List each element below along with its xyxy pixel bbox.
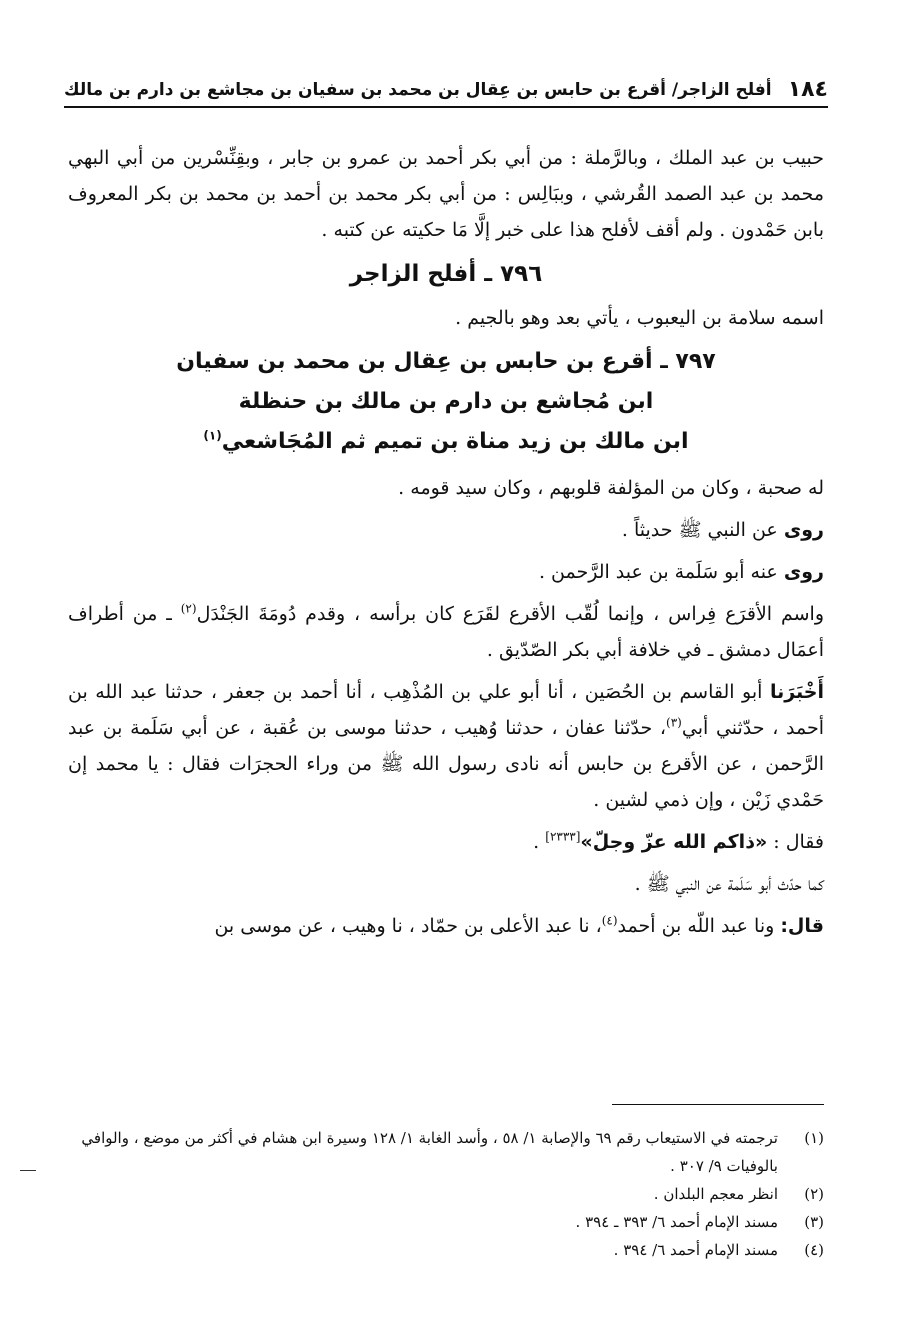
entry-797-heading-line2: ابن مُجاشع بن دارم بن مالك بن حنظلة	[238, 389, 654, 414]
footnote-ref-4: (٤)	[601, 913, 618, 928]
intro-paragraph: حبيب بن عبد الملك ، وبالرَّملة : من أبي بكر أحمد بن عمرو بن جابر ، وبقِنِّسْرين من أبي البهي محمد بن عبد الصمد القُرشي ، وببَالِس : من أبي بكر محمد بن أحمد بن محمد بن بكر المعروف بابن حَمْدون . ولم أقف لأفلح هذا على خبر إلَّا مَا حكيته عن كتبه .	[68, 147, 824, 241]
footnote-divider	[612, 1104, 824, 1105]
footnote-text: مسند الإمام أحمد ٦/ ٣٩٤ .	[613, 1241, 778, 1259]
entry-797-heading-line3	[68, 422, 824, 462]
paragraph-companionship: له صحبة ، وكان من المؤلفة قلوبهم ، وكان سيد قومه .	[398, 477, 824, 499]
paragraph-reply-quote: «ذاكم الله عزّ وجلّ»	[580, 831, 768, 853]
footnote-item	[64, 1208, 824, 1236]
lead-word-qala: قال:	[780, 915, 824, 937]
footnote-ref-3: (٣)	[666, 715, 682, 730]
lead-word-akhbarana: أَخْبَرَنا	[769, 681, 824, 703]
hadith-number: [٢٣٣٣]	[545, 829, 581, 844]
footnote-text: مسند الإمام أحمد ٦/ ٣٩٣ ـ ٣٩٤ .	[575, 1213, 778, 1231]
footnote-item	[64, 1124, 824, 1180]
paragraph-narrated-by-text: عنه أبو سَلَمة بن عبد الرَّحمن .	[538, 561, 778, 583]
entry-796-text: اسمه سلامة بن اليعبوب ، يأتي بعد وهو بالجيم .	[455, 307, 824, 329]
entry-797-heading	[68, 342, 824, 462]
paragraph-isnad-b: ، حدّثنا عفان ، حدثنا وُهيب ، حدثنا موسى بن عُقبة ، عن أبي سَلَمة بن عبد الرَّحمن ، عن الأقرع بن حابس أنه نادى رسول الله ﷺ من وراء الحجرَات فقال : يا محمد إن حَمْدي زَيْن ، وإن ذمي لشين .	[68, 717, 824, 811]
margin-mark	[20, 1170, 36, 1171]
paragraph-reply-a: فقال :	[773, 831, 824, 853]
lead-word-rawa: روى	[783, 519, 824, 541]
footnote-item	[64, 1180, 824, 1208]
paragraph-name-origin-b: ـ من أطراف أعمَال دمشق ـ في خلافة أبي بكر الصّدّيق .	[68, 603, 824, 661]
paragraph-second-isnad-a: ونا عبد اللّه بن أحمد	[617, 915, 775, 937]
paragraph-reply	[68, 824, 824, 860]
paragraph-second-isnad-b: ، نا عبد الأعلى بن حمّاد ، نا وهيب ، عن موسى بن	[214, 915, 602, 937]
paragraph-narrated-from	[68, 512, 824, 548]
running-title: أفلح الزاجر/ أقرع بن حابس بن عِقال بن محمد بن سفيان بن مجاشع بن دارم بن مالك	[64, 80, 772, 100]
entry-797-heading-line3-text: ابن مالك بن زيد مناة بن تميم ثم المُجَاشعي	[221, 429, 689, 454]
footnote-number: (٤)	[804, 1241, 824, 1259]
page-number: ١٨٤	[787, 77, 828, 102]
paragraph-isnad-a: أبو القاسم بن الحُصَين ، أنا أبو علي بن المُذْهِب ، أنا أحمد بن جعفر ، حدثنا عبد الله بن أحمد ، حدّثني أبي	[68, 681, 824, 739]
entry-797-heading-line1: ٧٩٧ ـ أقرع بن حابس بن عِقال بن محمد بن سفيان	[176, 349, 716, 374]
footnote-number: (١)	[804, 1129, 824, 1147]
footnote-number: (٢)	[804, 1185, 824, 1203]
footnote-ref-2: (٢)	[180, 601, 197, 616]
paragraph-narrated-from-text: عن النبي ﷺ حديثاً .	[621, 519, 778, 541]
footnote-number: (٣)	[804, 1213, 824, 1231]
paragraph-name-origin-a: واسم الأقرَع فِراس ، وإنما لُقّب الأقرع لقَرَع كان برأسه ، وقدم دُومَةَ الجَنْدَل	[196, 603, 824, 625]
footnote-item	[64, 1236, 824, 1264]
paragraph-reply-end: .	[533, 831, 540, 853]
paragraph-as-narrated: كما حدّث أبو سَلَمة عن النبي ﷺ .	[634, 873, 824, 895]
paragraph-narrated-by	[68, 554, 824, 590]
footnotes	[64, 1124, 824, 1264]
lead-word-rawa-2: روى	[783, 561, 824, 583]
paragraph-isnad	[68, 674, 824, 818]
running-header	[64, 60, 828, 108]
footnote-text: انظر معجم البلدان .	[653, 1185, 778, 1203]
footnote-ref-1: (١)	[203, 428, 222, 443]
main-text	[68, 140, 824, 950]
paragraph-name-origin	[68, 596, 824, 668]
paragraph-second-isnad	[68, 908, 824, 944]
footnote-text: ترجمته في الاستيعاب رقم ٦٩ والإصابة ١/ ٥٨ ، وأسد الغابة ١/ ١٢٨ وسيرة ابن هشام في أكثر من موضع ، والوافي بالوفيات ٩/ ٣٠٧ .	[81, 1129, 778, 1175]
entry-796-heading: ٧٩٦ ـ أفلح الزاجر	[349, 261, 543, 287]
